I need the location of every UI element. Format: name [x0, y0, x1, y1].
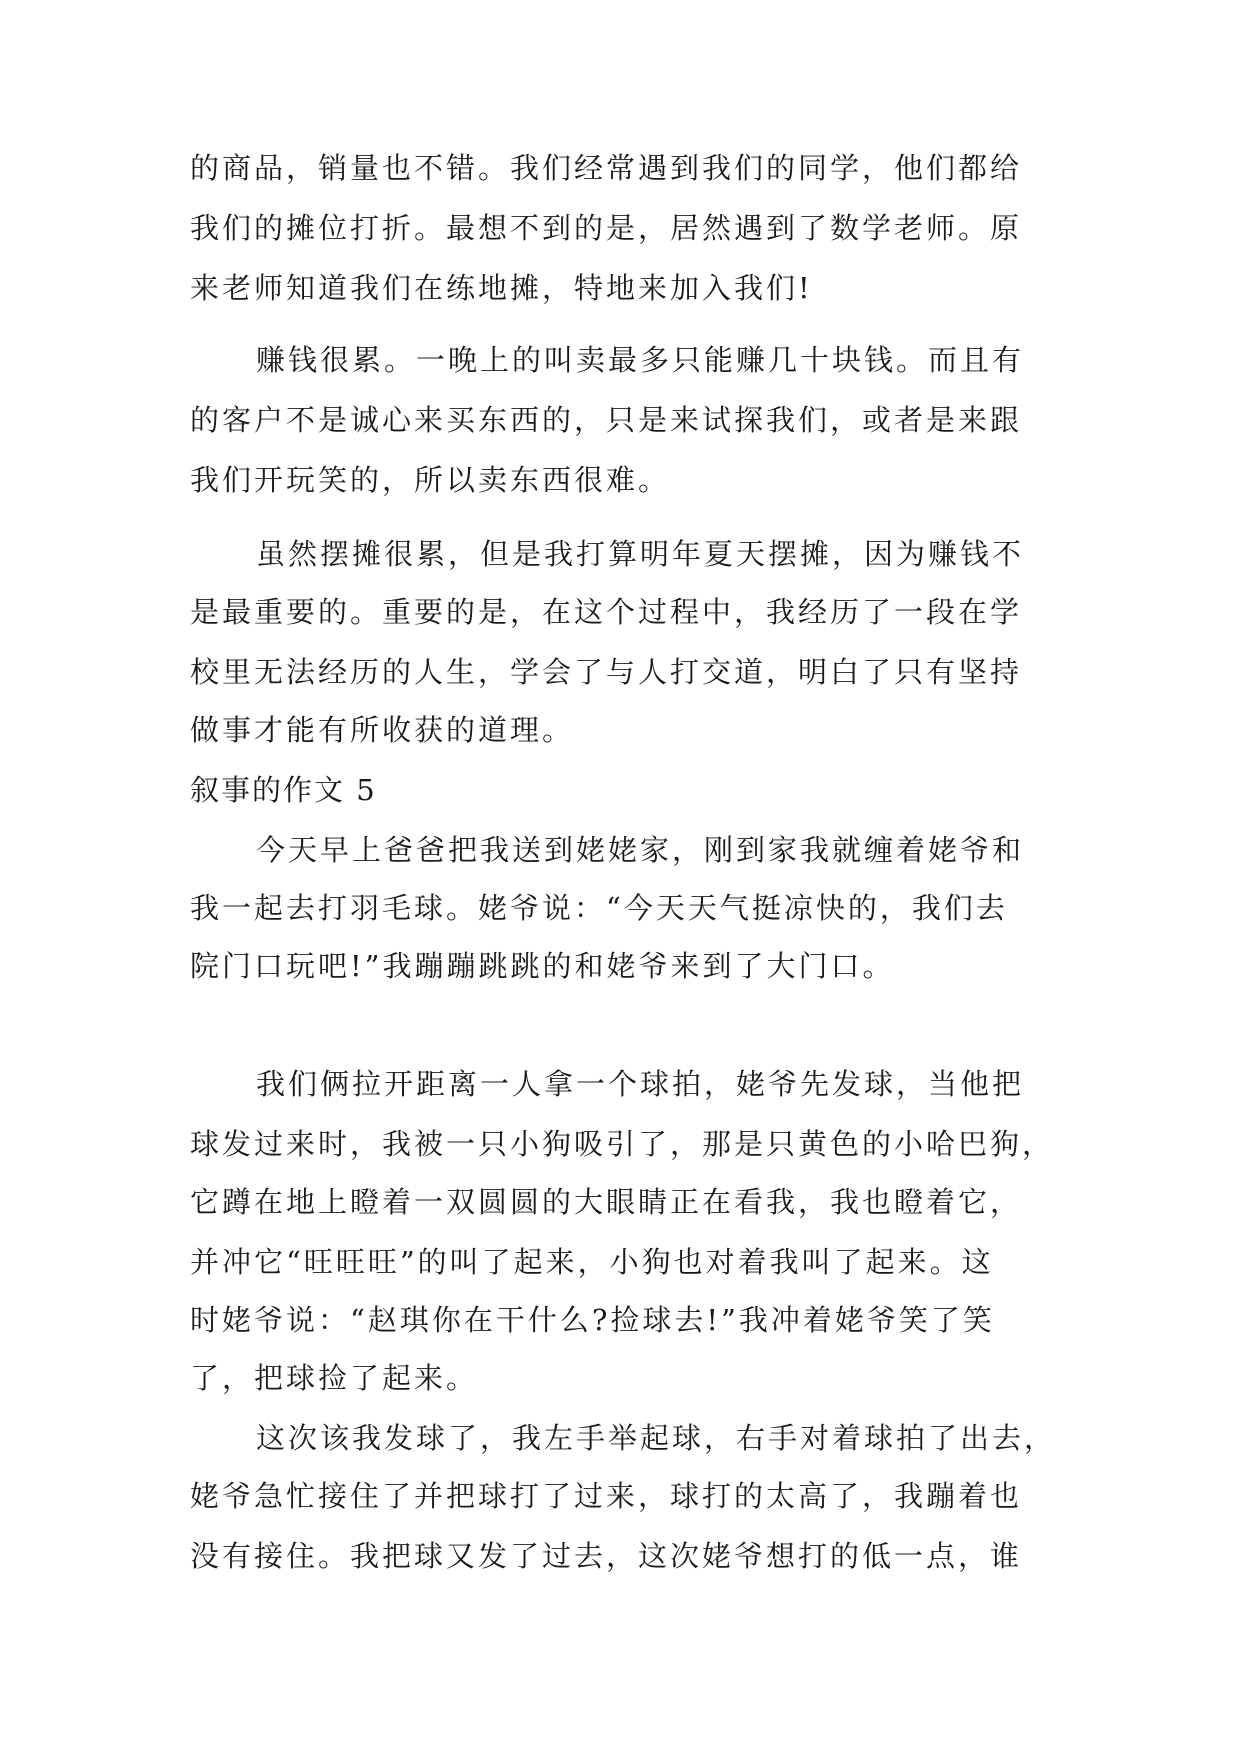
text-line: 校里无法经历的人生，学会了与人打交道，明白了只有坚持: [190, 655, 1023, 689]
section-heading: 叙事的作文 5: [190, 773, 377, 807]
text-line: 时姥爷说：“赵琪你在干什么?捡球去!”我冲着姥爷笑了笑: [190, 1303, 995, 1337]
text-line: 的客户不是诚心来买东西的，只是来试探我们，或者是来跟: [190, 403, 1023, 437]
text-line: 姥爷急忙接住了并把球打了过来，球打的太高了，我蹦着也: [190, 1479, 1023, 1513]
text-line: 是最重要的。重要的是，在这个过程中，我经历了一段在学: [190, 595, 1023, 629]
text-line: 了，把球捡了起来。: [190, 1361, 479, 1395]
text-line: 我们开玩笑的，所以卖东西很难。: [190, 463, 671, 497]
paragraph-start-line: 这次该我发球了，我左手举起球，右手对着球拍了出去，: [256, 1421, 1057, 1455]
text-line: 球发过来时，我被一只小狗吸引了，那是只黄色的小哈巴狗，: [190, 1127, 1055, 1161]
text-line: 做事才能有所收获的道理。: [190, 713, 575, 747]
paragraph-start-line: 虽然摆摊很累，但是我打算明年夏天摆摊，因为赚钱不: [256, 537, 1025, 571]
text-line: 我们的摊位打折。最想不到的是，居然遇到了数学老师。原: [190, 211, 1023, 245]
text-line: 它蹲在地上瞪着一双圆圆的大眼睛正在看我，我也瞪着它，: [190, 1185, 1023, 1219]
text-line: 并冲它“旺旺旺”的叫了起来，小狗也对着我叫了起来。这: [190, 1245, 994, 1279]
text-line: 我一起去打羽毛球。姥爷说：“今天天气挺凉快的，我们去: [190, 891, 1008, 925]
text-line: 没有接住。我把球又发了过去，这次姥爷想打的低一点，谁: [190, 1539, 1023, 1573]
text-line: 来老师知道我们在练地摊，特地来加入我们!: [190, 271, 813, 305]
text-line: 院门口玩吧!”我蹦蹦跳跳的和姥爷来到了大门口。: [190, 949, 895, 983]
paragraph-start-line: 赚钱很累。一晚上的叫卖最多只能赚几十块钱。而且有: [256, 343, 1025, 377]
paragraph-start-line: 我们俩拉开距离一人拿一个球拍，姥爷先发球，当他把: [256, 1067, 1025, 1101]
text-line: 的商品，销量也不错。我们经常遇到我们的同学，他们都给: [190, 151, 1023, 185]
paragraph-start-line: 今天早上爸爸把我送到姥姥家，刚到家我就缠着姥爷和: [256, 833, 1025, 867]
